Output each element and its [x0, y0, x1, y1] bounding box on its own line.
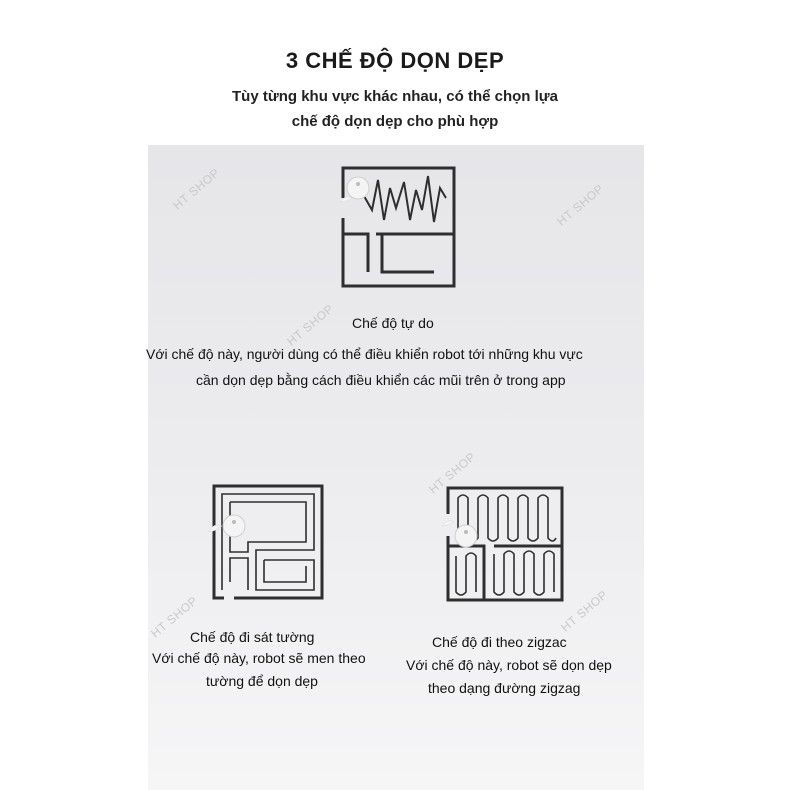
- free-mode-label: Chế độ tự do: [352, 315, 434, 331]
- free-mode-desc-line-2: cần dọn dẹp bằng cách điều khiển các mũi trên ở trong app: [196, 372, 566, 388]
- wall-follow-map-icon: [204, 482, 328, 602]
- wall-mode-desc-line-1: Với chế độ này, robot sẽ men theo: [152, 650, 366, 666]
- watermark: HT SHOP: [284, 301, 337, 349]
- zigzag-mode-desc-line-1: Với chế độ này, robot sẽ dọn dẹp: [406, 657, 612, 673]
- watermark: HT SHOP: [554, 181, 607, 229]
- watermark: HT SHOP: [558, 587, 611, 635]
- watermark: HT SHOP: [426, 449, 479, 497]
- zigzag-mode-label: Chế độ đi theo zigzac: [432, 634, 567, 650]
- watermark: HT SHOP: [170, 165, 223, 213]
- watermark: HT SHOP: [148, 593, 201, 641]
- free-mode-desc-line-1: Với chế độ này, người dùng có thể điều khiển robot tới những khu vực: [146, 346, 583, 362]
- subtitle-line-1: Tùy từng khu vực khác nhau, có thể chọn lựa: [232, 88, 558, 105]
- zigzag-map-icon: [438, 484, 568, 604]
- zigzag-mode-desc-line-2: theo dạng đường zigzag: [428, 680, 581, 696]
- wall-mode-desc-line-2: tường để dọn dẹp: [206, 673, 318, 689]
- page-title: 3 CHẾ ĐỘ DỌN DẸP: [285, 48, 505, 73]
- free-roam-map-icon: [334, 162, 460, 292]
- wall-mode-label: Chế độ đi sát tường: [190, 629, 315, 645]
- subtitle-line-2: chế độ dọn dẹp cho phù hợp: [291, 113, 499, 130]
